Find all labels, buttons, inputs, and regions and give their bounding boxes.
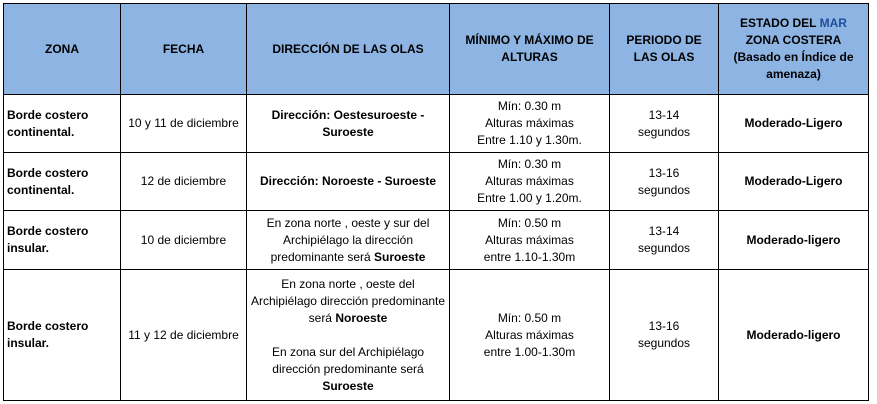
periodo-unit: segundos bbox=[637, 124, 691, 139]
cell-zona: Borde costero insular. bbox=[4, 270, 121, 401]
periodo-value: 13-16 bbox=[648, 319, 680, 333]
direccion-a-bold: Noroeste bbox=[335, 310, 388, 325]
cell-periodo bbox=[610, 270, 719, 401]
wave-forecast-table bbox=[3, 3, 869, 401]
direccion-text: Dirección: Noroeste - Suroeste bbox=[259, 174, 437, 188]
direccion-text: En zona norte , oeste y sur del Archipiélago la dirección predominante será bbox=[266, 215, 430, 264]
cell-alturas bbox=[450, 95, 610, 153]
cell-zona: Borde costero continental. bbox=[4, 153, 121, 211]
cell-direccion bbox=[247, 211, 450, 270]
cell-alturas bbox=[450, 211, 610, 270]
header-direccion: DIRECCIÓN DE LAS OLAS bbox=[247, 4, 450, 95]
header-estado bbox=[719, 4, 869, 95]
table-row bbox=[4, 153, 869, 211]
cell-fecha: 10 y 11 de diciembre bbox=[121, 95, 247, 153]
cell-direccion bbox=[247, 95, 450, 153]
header-row bbox=[4, 4, 869, 95]
direccion-text: Dirección: Oestesuroeste - Suroeste bbox=[271, 107, 425, 139]
cell-zona: Borde costero continental. bbox=[4, 95, 121, 153]
cell-fecha: 10 de diciembre bbox=[121, 211, 247, 270]
direccion-a-text: En zona norte , oeste del Archipiélago dirección predominante será bbox=[250, 276, 446, 325]
direccion-b-text: En zona sur del Archipiélago dirección predominante será bbox=[271, 344, 425, 376]
alturas-label: Alturas máximas bbox=[485, 327, 574, 342]
periodo-value: 13-14 bbox=[648, 107, 680, 122]
alturas-min: Mín: 0.30 m bbox=[497, 99, 562, 113]
table-row bbox=[4, 211, 869, 270]
alturas-min: Mín: 0.30 m bbox=[497, 157, 562, 171]
cell-estado: Moderado-Ligero bbox=[719, 95, 869, 153]
cell-estado: Moderado-ligero bbox=[719, 211, 869, 270]
cell-fecha: 11 y 12 de diciembre bbox=[121, 270, 247, 401]
cell-periodo bbox=[610, 95, 719, 153]
periodo-unit: segundos bbox=[637, 336, 691, 350]
periodo-value: 13-14 bbox=[648, 224, 680, 238]
header-zona: ZONA bbox=[4, 4, 121, 95]
alturas-min: Mín: 0.50 m bbox=[497, 310, 562, 325]
cell-alturas bbox=[450, 270, 610, 401]
direccion-spacer bbox=[250, 327, 446, 344]
periodo-value: 13-16 bbox=[648, 165, 680, 180]
header-fecha: FECHA bbox=[121, 4, 247, 95]
periodo-unit: segundos bbox=[637, 182, 691, 197]
cell-alturas bbox=[450, 153, 610, 211]
alturas-label: Alturas máximas bbox=[485, 116, 574, 130]
cell-direccion bbox=[247, 153, 450, 211]
direccion-bold: Suroeste bbox=[374, 249, 426, 264]
alturas-label: Alturas máximas bbox=[485, 174, 574, 188]
cell-periodo bbox=[610, 153, 719, 211]
header-estado-prefix: ESTADO DEL bbox=[740, 16, 817, 30]
header-alturas: MÍNIMO Y MÁXIMO DE ALTURAS bbox=[450, 4, 610, 95]
alturas-range: Entre 1.00 y 1.20m. bbox=[477, 191, 582, 205]
alturas-range: entre 1.00-1.30m bbox=[483, 344, 576, 359]
header-estado-mar: MAR bbox=[819, 16, 847, 30]
alturas-range: Entre 1.10 y 1.30m. bbox=[477, 133, 582, 147]
cell-estado: Moderado-Ligero bbox=[719, 153, 869, 211]
table-row bbox=[4, 270, 869, 401]
cell-periodo bbox=[610, 211, 719, 270]
header-estado-line2: ZONA COSTERA bbox=[745, 33, 842, 47]
cell-direccion bbox=[247, 270, 450, 401]
alturas-range: entre 1.10-1.30m bbox=[483, 249, 576, 264]
alturas-label: Alturas máximas bbox=[485, 232, 574, 247]
alturas-min: Mín: 0.50 m bbox=[497, 215, 562, 230]
header-periodo: PERIODO DE LAS OLAS bbox=[610, 4, 719, 95]
direccion-b-bold: Suroeste bbox=[322, 378, 374, 393]
header-estado-line3: (Basado en Índice de amenaza) bbox=[733, 50, 854, 81]
cell-estado: Moderado-ligero bbox=[719, 270, 869, 401]
table-row bbox=[4, 95, 869, 153]
cell-zona: Borde costero insular. bbox=[4, 211, 121, 270]
periodo-unit: segundos bbox=[637, 241, 691, 255]
cell-fecha: 12 de diciembre bbox=[121, 153, 247, 211]
